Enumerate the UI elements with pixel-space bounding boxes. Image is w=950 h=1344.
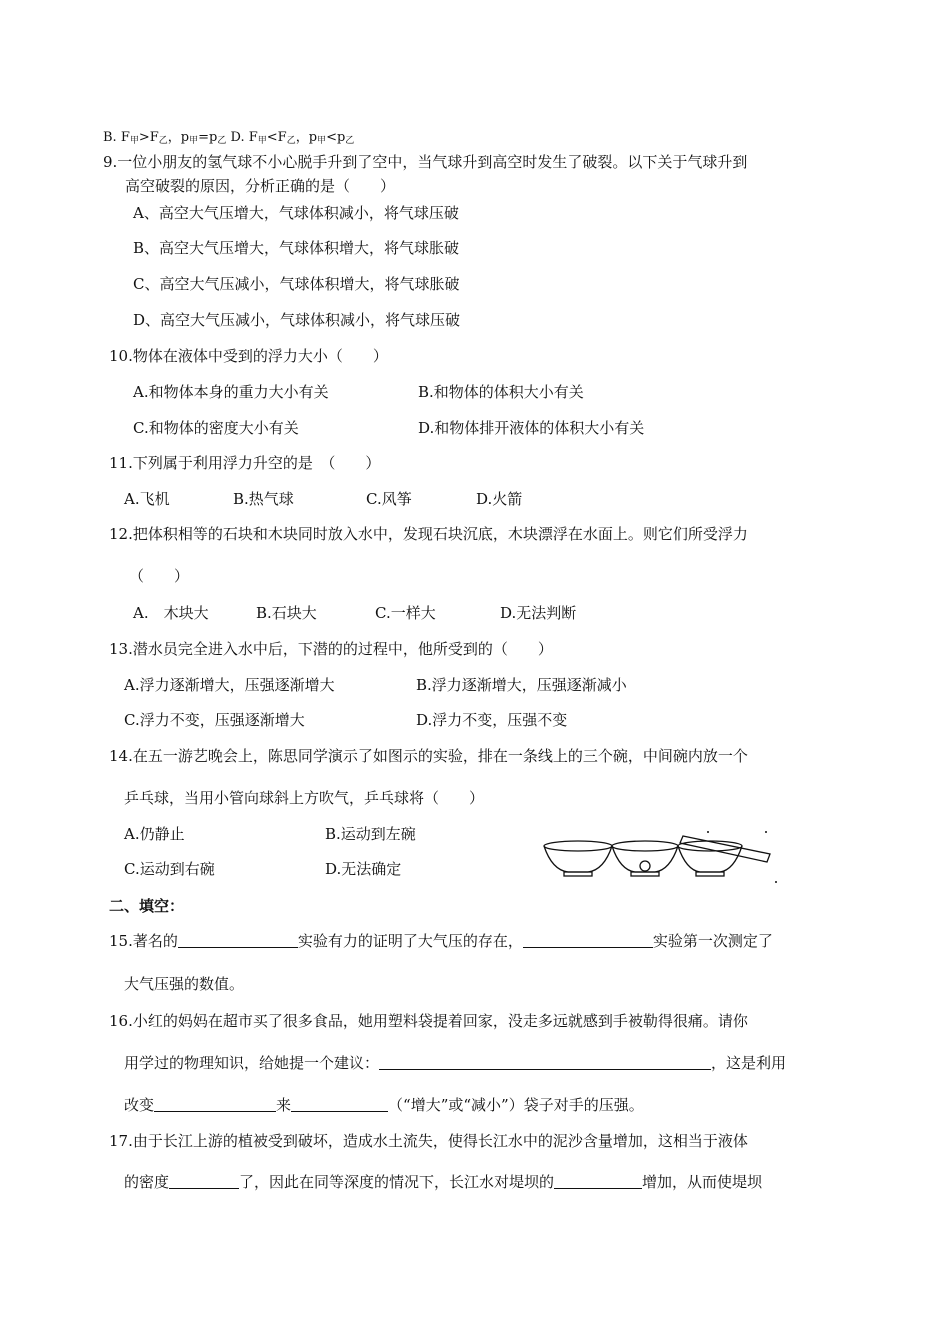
- q16-line3: 改变 来 （“增大”或“减小”）袋子对手的压强。: [124, 1096, 644, 1114]
- q12-stem-line2: （ ）: [129, 567, 190, 585]
- q13-option-b: B.浮力逐渐增大，压强逐渐减小: [416, 676, 627, 694]
- q14-stem-line1: 14.在五一游艺晚会上，陈思同学演示了如图示的实验，排在一条线上的三个碗，中间碗内放一个: [109, 747, 748, 765]
- q15-line1: 15.著名的 实验有力的证明了大气压的存在， 实验第一次测定了: [109, 932, 773, 950]
- q14-option-a: A.仍静止: [124, 825, 185, 843]
- q12-option-b: B.石块大: [256, 604, 317, 622]
- q13-option-c: C.浮力不变，压强逐渐增大: [124, 711, 305, 729]
- q15-blank-1[interactable]: [178, 933, 298, 948]
- q9-option-c: C、高空大气压减小，气球体积增大，将气球胀破: [133, 275, 460, 293]
- q9-stem-line1: 9.一位小朋友的氢气球不小心脱手升到了空中，当气球升到高空时发生了破裂。以下关于气球升到: [103, 153, 748, 171]
- q11-option-c: C.风筝: [366, 490, 412, 508]
- q15-blank-2[interactable]: [523, 933, 653, 948]
- q13-stem: 13.潜水员完全进入水中后，下潜的的过程中，他所受到的（ ）: [109, 640, 553, 658]
- blowing-tube-icon: [680, 836, 770, 862]
- q14-option-d: D.无法确定: [325, 860, 402, 878]
- q17-line1: 17.由于长江上游的植被受到破坏，造成水土流失，使得长江水中的泥沙含量增加，这相当于液体: [109, 1132, 748, 1150]
- q9-option-a: A、高空大气压增大，气球体积减小，将气球压破: [133, 204, 459, 222]
- q17-line2: 的密度 了，因此在同等深度的情况下，长江水对堤坝的 增加，从而使堤坝: [124, 1173, 763, 1191]
- q9-option-b: B、高空大气压增大，气球体积增大，将气球胀破: [133, 239, 460, 257]
- q12-stem-line1: 12.把体积相等的石块和木块同时放入水中，发现石块沉底，木块漂浮在水面上。则它们所受浮力: [109, 525, 748, 543]
- q17-blank-density[interactable]: [169, 1174, 239, 1189]
- q12-option-d: D.无法判断: [500, 604, 577, 622]
- q8-options-bd: B. $F_甲>F_乙$，$p_甲=p_乙$ D. $F_甲<F_乙$，$p_甲<p_乙$: [103, 130, 355, 146]
- q9-stem-line2: 高空破裂的原因，分析正确的是（ ）: [125, 177, 396, 195]
- q16-blank-quantity[interactable]: [154, 1097, 276, 1112]
- q17-blank-pressure[interactable]: [554, 1174, 642, 1189]
- left-bowl-icon: [544, 841, 612, 876]
- q16-line1: 16.小红的妈妈在超市买了很多食品，她用塑料袋提着回家，没走多远就感到手被勒得很痛。请你: [109, 1012, 748, 1030]
- q11-stem: 11.下列属于利用浮力升空的是 （ ）: [109, 454, 381, 472]
- q11-option-a: A.飞机: [124, 490, 170, 508]
- q14-stem-line2: 乒乓球，当用小管向球斜上方吹气，乒乓球将（ ）: [124, 789, 485, 807]
- q15-line2: 大气压强的数值。: [124, 975, 245, 993]
- section-title-fill-in: 二、填空：: [109, 897, 185, 915]
- q10-stem: 10.物体在液体中受到的浮力大小（ ）: [109, 347, 388, 365]
- q16-line2: 用学过的物理知识，给她提一个建议： ，这是利用: [124, 1054, 787, 1072]
- q9-option-d: D、高空大气压减小，气球体积减小，将气球压破: [133, 311, 461, 329]
- q16-blank-suggestion[interactable]: [379, 1055, 711, 1070]
- q12-option-c: C.一样大: [375, 604, 436, 622]
- q16-blank-change[interactable]: [291, 1097, 388, 1112]
- q10-option-d: D.和物体排开液体的体积大小有关: [418, 419, 645, 437]
- three-bowls-figure: [540, 826, 780, 886]
- q14-option-c: C.运动到右碗: [124, 860, 215, 878]
- q13-option-d: D.浮力不变，压强不变: [416, 711, 568, 729]
- q11-option-b: B.热气球: [233, 490, 294, 508]
- q13-option-a: A.浮力逐渐增大，压强逐渐增大: [124, 676, 335, 694]
- q10-option-c: C.和物体的密度大小有关: [133, 419, 299, 437]
- q10-option-b: B.和物体的体积大小有关: [418, 383, 584, 401]
- ping-pong-ball-icon: [640, 861, 650, 871]
- q12-option-a: A. 木块大: [133, 604, 209, 622]
- q14-option-b: B.运动到左碗: [325, 825, 416, 843]
- q11-option-d: D.火箭: [476, 490, 523, 508]
- q10-option-a: A.和物体本身的重力大小有关: [133, 383, 329, 401]
- middle-bowl-icon: [612, 841, 678, 876]
